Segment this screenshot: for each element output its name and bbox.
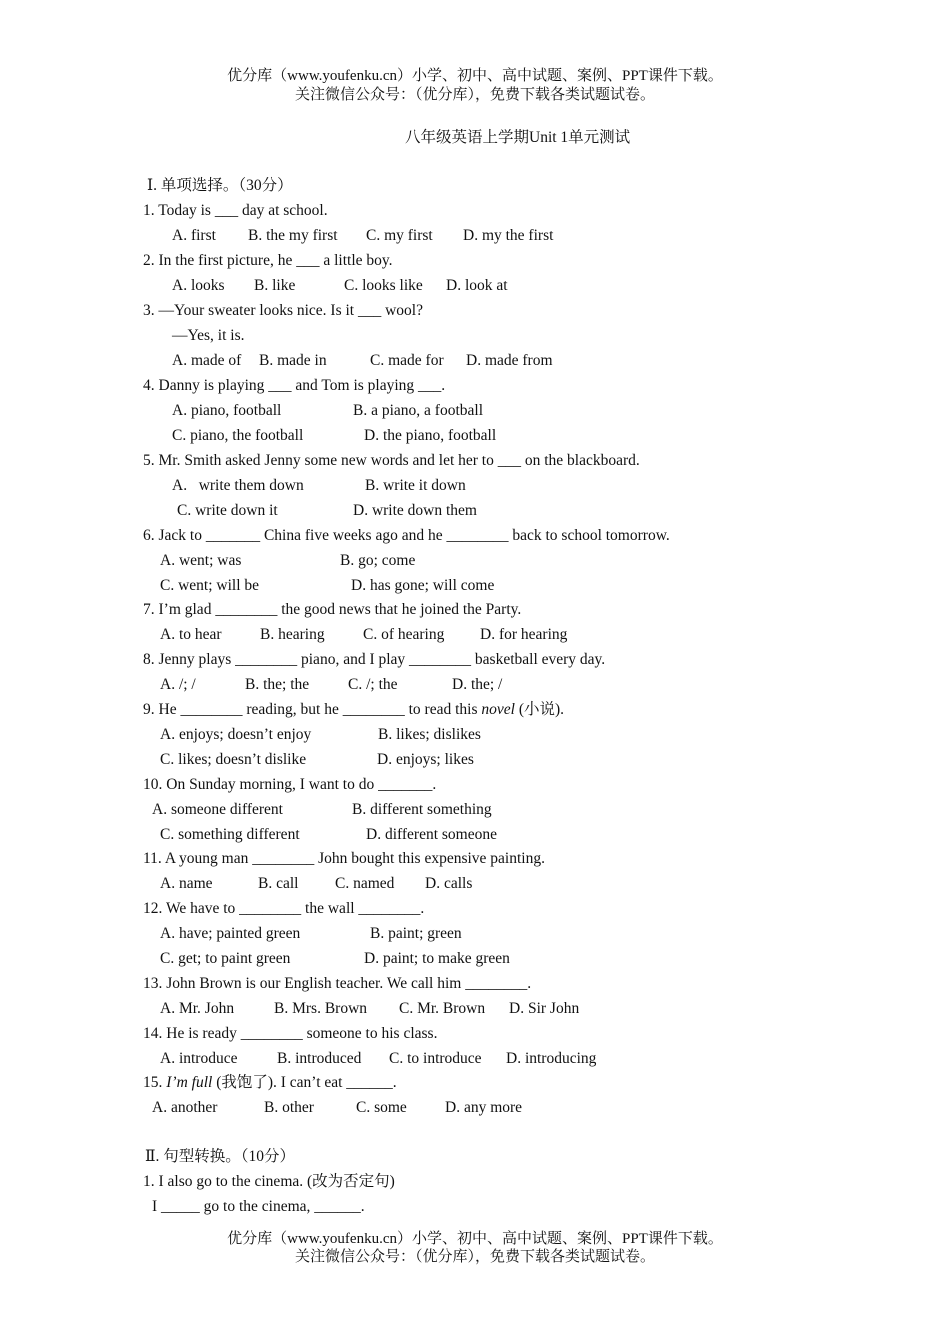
- q14-option-c: C. to introduce: [389, 1050, 482, 1067]
- header-line-1: 优分库（www.youfenku.cn）小学、初中、高中试题、案例、PPT课件下载。: [227, 68, 723, 84]
- page-title: 八年级英语上学期Unit 1单元测试: [405, 129, 631, 146]
- q8-option-b: B. the; the: [245, 676, 310, 693]
- q3-option-b: B. made in: [259, 352, 327, 369]
- q1-option-b: B. the my first: [248, 227, 338, 244]
- q5-stem: 5. Mr. Smith asked Jenny some new words and let her to ___ on the blackboard.: [143, 452, 640, 469]
- q11-option-c: C. named: [335, 875, 395, 892]
- q12-option-b: B. paint; green: [370, 925, 462, 942]
- q7-stem: 7. I’m glad ________ the good news that he joined the Party.: [143, 601, 522, 618]
- s2-q1-stem: 1. I also go to the cinema. (改为否定句): [143, 1173, 395, 1190]
- q11-option-b: B. call: [258, 875, 299, 892]
- q1-option-d: D. my the first: [463, 227, 554, 244]
- q11-option-a: A. name: [160, 875, 213, 892]
- q2-option-d: D. look at: [446, 277, 508, 294]
- q10-option-d: D. different someone: [366, 826, 497, 843]
- q12-option-a: A. have; painted green: [160, 925, 301, 942]
- q15-option-a: A. another: [152, 1099, 218, 1116]
- q4-option-b: B. a piano, a football: [353, 402, 483, 419]
- q6-option-a: A. went; was: [160, 552, 242, 569]
- q2-option-c: C. looks like: [344, 277, 423, 294]
- q13-option-d: D. Sir John: [509, 1000, 580, 1017]
- q13-option-c: C. Mr. Brown: [399, 1000, 486, 1017]
- q14-stem: 14. He is ready ________ someone to his class.: [143, 1025, 438, 1042]
- q6-option-d: D. has gone; will come: [351, 577, 495, 594]
- q6-option-c: C. went; will be: [160, 577, 260, 594]
- q13-option-b: B. Mrs. Brown: [274, 1000, 368, 1017]
- q12-stem: 12. We have to ________ the wall ________.: [143, 900, 425, 917]
- header-line-2: 关注微信公众号：（优分库），免费下载各类试题试卷。: [294, 87, 655, 103]
- q7-option-d: D. for hearing: [480, 626, 568, 643]
- footer-line-2: 关注微信公众号：（优分库），免费下载各类试题试卷。: [294, 1249, 655, 1265]
- q12-option-d: D. paint; to make green: [364, 950, 510, 967]
- q4-option-a: A. piano, football: [172, 402, 282, 419]
- q2-option-a: A. looks: [172, 277, 225, 294]
- q4-stem: 4. Danny is playing ___ and Tom is playing ___.: [143, 377, 446, 394]
- q4-option-d: D. the piano, football: [364, 427, 497, 444]
- q9-stem-end: (小说).: [514, 701, 565, 718]
- q2-option-b: B. like: [254, 277, 296, 294]
- q3-stem: 3. —Your sweater looks nice. Is it ___ wool?: [143, 302, 423, 319]
- q14-option-a: A. introduce: [160, 1050, 238, 1067]
- q9-option-b: B. likes; dislikes: [378, 726, 481, 743]
- q1-option-a: A. first: [172, 227, 216, 244]
- q7-option-c: C. of hearing: [363, 626, 445, 643]
- q15-stem-italic: I’m full: [166, 1074, 213, 1091]
- q10-stem: 10. On Sunday morning, I want to do _______.: [143, 776, 437, 793]
- s2-q1-answer-line: I _____ go to the cinema, ______.: [152, 1198, 365, 1215]
- q3-option-d: D. made from: [466, 352, 553, 369]
- q6-option-b: B. go; come: [340, 552, 416, 569]
- q2-stem: 2. In the first picture, he ___ a little boy.: [143, 252, 393, 269]
- q9-stem-text: 9. He ________ reading, but he ________ to read this: [143, 701, 482, 718]
- q6-stem: 6. Jack to _______ China five weeks ago and he ________ back to school tomorrow.: [143, 527, 670, 544]
- q9-stem-italic: novel: [481, 701, 515, 718]
- q10-option-b: B. different something: [352, 801, 492, 818]
- q15-option-c: C. some: [356, 1099, 407, 1116]
- q9-option-d: D. enjoys; likes: [377, 751, 474, 768]
- q8-option-d: D. the; /: [452, 676, 503, 693]
- q10-option-a: A. someone different: [152, 801, 283, 818]
- q8-stem: 8. Jenny plays ________ piano, and I play ________ basketball every day.: [143, 651, 606, 668]
- q7-option-b: B. hearing: [260, 626, 325, 643]
- q9-option-a: A. enjoys; doesn’t enjoy: [160, 726, 312, 743]
- q5-option-c: C. write down it: [177, 502, 278, 519]
- q12-option-c: C. get; to paint green: [160, 950, 291, 967]
- q15-option-b: B. other: [264, 1099, 314, 1116]
- q8-option-c: C. /; the: [348, 676, 398, 693]
- section-1-heading: Ⅰ. 单项选择。（30分）: [147, 177, 293, 194]
- q7-option-a: A. to hear: [160, 626, 222, 643]
- q11-stem: 11. A young man ________ John bought this expensive painting.: [143, 850, 545, 867]
- q5-option-b: B. write it down: [365, 477, 466, 494]
- q3-option-a: A. made of: [172, 352, 242, 369]
- q13-stem: 13. John Brown is our English teacher. We call him ________.: [143, 975, 532, 992]
- q1-stem: 1. Today is ___ day at school.: [143, 202, 328, 219]
- q4-option-c: C. piano, the football: [172, 427, 304, 444]
- q13-option-a: A. Mr. John: [160, 1000, 235, 1017]
- q15-option-d: D. any more: [445, 1099, 523, 1116]
- q9-option-c: C. likes; doesn’t dislike: [160, 751, 307, 768]
- q1-option-c: C. my first: [366, 227, 433, 244]
- q11-option-d: D. calls: [425, 875, 473, 892]
- q9-stem: [143, 700, 564, 720]
- q10-option-c: C. something different: [160, 826, 300, 843]
- q5-option-a: A. write them down: [172, 477, 304, 494]
- q8-option-a: A. /; /: [160, 676, 196, 693]
- footer-line-1: 优分库（www.youfenku.cn）小学、初中、高中试题、案例、PPT课件下载。: [227, 1231, 723, 1247]
- q14-option-b: B. introduced: [277, 1050, 362, 1067]
- q15-stem-number: 15.: [143, 1074, 167, 1091]
- q3-reply: —Yes, it is.: [172, 327, 245, 344]
- q15-stem-text: (我饱了). I can’t eat ______.: [212, 1074, 397, 1091]
- q3-option-c: C. made for: [370, 352, 444, 369]
- q14-option-d: D. introducing: [506, 1050, 597, 1067]
- q5-option-d: D. write down them: [353, 502, 477, 519]
- section-2-heading: Ⅱ. 句型转换。（10分）: [145, 1148, 296, 1165]
- q15-stem: [143, 1073, 397, 1093]
